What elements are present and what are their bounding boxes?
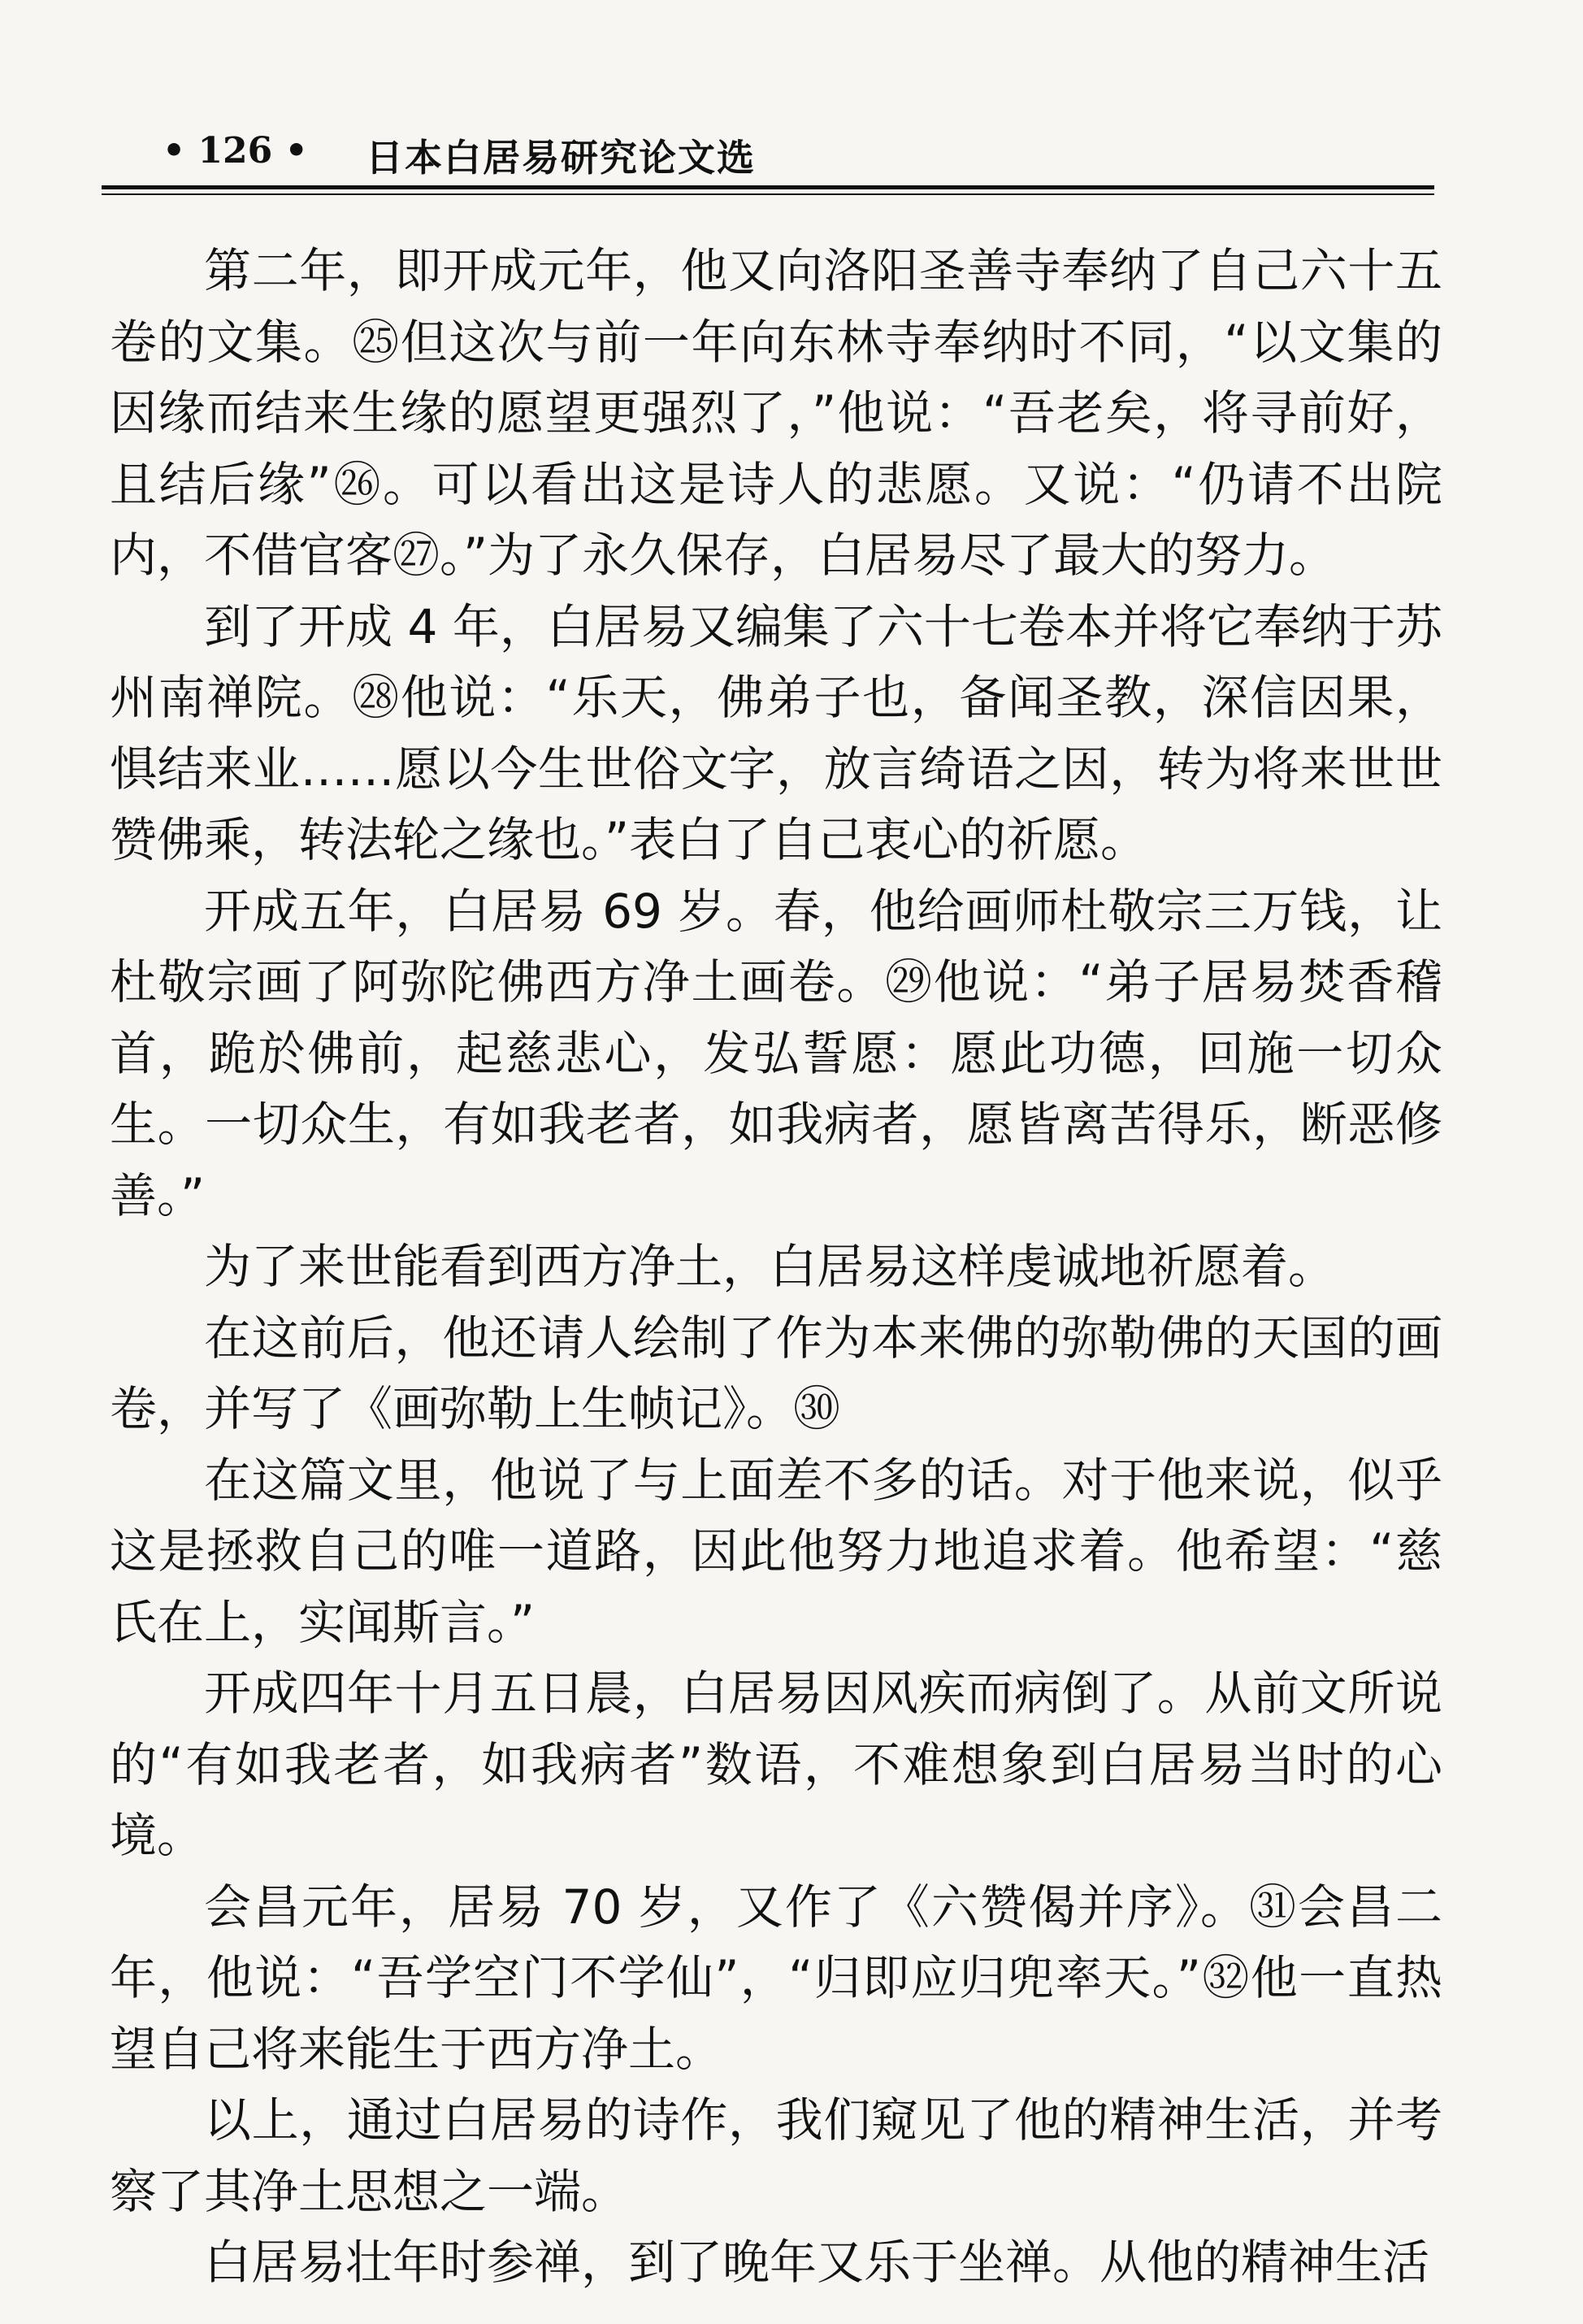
paragraph: 第二年，即开成元年，他又向洛阳圣善寺奉纳了自己六十五卷的文集。㉕但这次与前一年向东林寺奉纳时不同，“以文集的因缘而结来生缘的愿望更强烈了，”他说：“吾老矣，将寻前好，且结后缘”㉖。可以看出这是诗人的悲愿。又说：“仍请不出院内，不借官客㉗。”为了永久保存，白居易尽了最大的努力。 — [110, 243, 1442, 583]
paragraph: 开成五年，白居易 69 岁。春，他给画师杜敬宗三万钱，让杜敬宗画了阿弥陀佛西方净土画卷。㉙他说：“弟子居易焚香稽首，跪於佛前，起慈悲心，发弘誓愿：愿此功德，回施一切众生。一切众生，有如我老者，如我病者，愿皆离苦得乐，断恶修善。” — [110, 883, 1442, 1223]
paragraph: 为了来世能看到西方净土，白居易这样虔诚地祈愿着。 — [204, 1239, 1336, 1294]
paragraph: 开成四年十月五日晨，白居易因风疾而病倒了。从前文所说的“有如我老者，如我病者”数语，不难想象到白居易当时的心境。 — [110, 1666, 1442, 1863]
paragraph: 以上，通过白居易的诗作，我们窥见了他的精神生活，并考察了其净土思想之一端。 — [110, 2092, 1442, 2219]
header-rule-thin — [102, 193, 1434, 195]
body-text — [110, 236, 1442, 2299]
paragraph: 在这篇文里，他说了与上面差不多的话。对于他来说，似乎这是拯救自己的唯一道路，因此他努力地追求着。他希望：“慈氏在上，实闻斯言。” — [110, 1452, 1442, 1650]
paragraph: 会昌元年，居易 70 岁，又作了《六赞偈并序》。㉛会昌二年，他说：“吾学空门不学仙”，“归即应归兜率天。”㉜他一直热望自己将来能生于西方净土。 — [110, 1879, 1442, 2077]
paragraph: 白居易壮年时参禅，到了晚年又乐于坐禅。从他的精神生活 — [204, 2235, 1430, 2290]
paragraph: 在这前后，他还请人绘制了作为本来佛的弥勒佛的天国的画卷，并写了《画弥勒上生帧记》。㉚ — [110, 1310, 1442, 1436]
header-rule-thick — [102, 185, 1434, 189]
running-title: 日本白居易研究论文选 — [366, 136, 756, 180]
page-number: • 126 • — [163, 130, 308, 172]
page-header — [98, 122, 1430, 195]
paragraph: 到了开成 4 年，白居易又编集了六十七卷本并将它奉纳于苏州南禅院。㉘他说：“乐天，佛弟子也，备闻圣教，深信因果，惧结来业……愿以今生世俗文字，放言绮语之因，转为将来世世赞佛乘，转法轮之缘也。”表白了自己衷心的祈愿。 — [110, 598, 1442, 867]
